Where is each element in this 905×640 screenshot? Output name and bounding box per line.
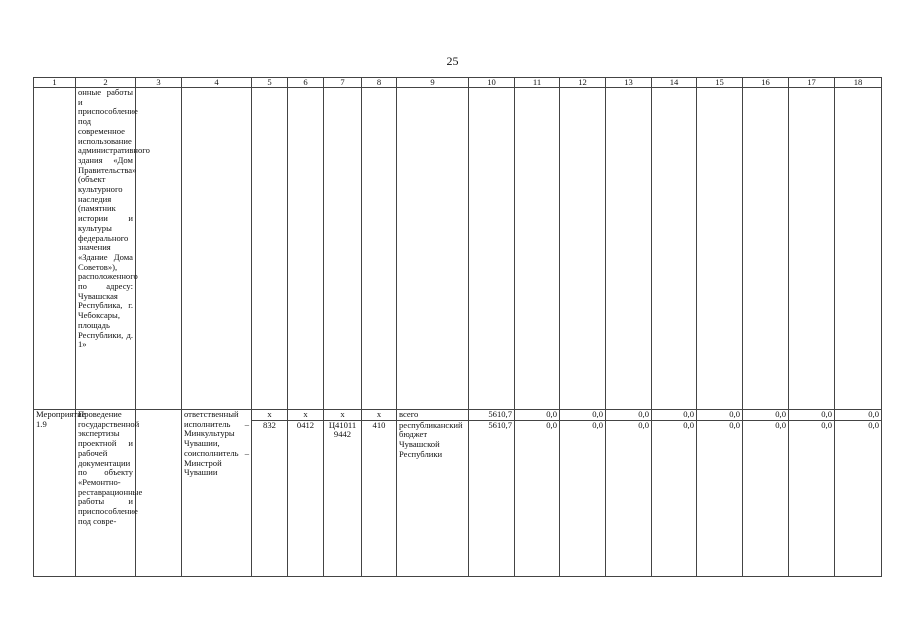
cell-value: 5610,7: [469, 420, 515, 576]
cell-value: 0,0: [515, 410, 560, 421]
header-cell: 13: [606, 78, 652, 88]
cell-source: республиканский бюджет Чувашской Республики: [397, 420, 469, 576]
program-table: [33, 77, 882, 577]
header-cell: 4: [182, 78, 252, 88]
cell-value: 0,0: [789, 420, 835, 576]
header-cell: 3: [136, 78, 182, 88]
cell-value: 0,0: [789, 410, 835, 421]
cell-section: 0412: [288, 420, 324, 576]
header-cell: 1: [34, 78, 76, 88]
cell-target: x: [324, 410, 362, 421]
cell-expense-type: 410: [362, 420, 397, 576]
event-code: Мероприятие 1.9: [34, 410, 76, 577]
header-cell: 7: [324, 78, 362, 88]
cell-value: 0,0: [743, 410, 789, 421]
header-cell: 2: [76, 78, 136, 88]
cell-value: 5610,7: [469, 410, 515, 421]
cell-grbs: x: [252, 410, 288, 421]
header-cell: 16: [743, 78, 789, 88]
cell-value: 0,0: [835, 420, 882, 576]
cell-value: 0,0: [743, 420, 789, 576]
header-cell: 14: [652, 78, 697, 88]
cell-value: 0,0: [652, 420, 697, 576]
continued-description: онные работы и приспособление под современное использование административного здания «Дом Правительства» (объект культурного наследия (памятник истории и культуры федерального значения «Здание Дома Советов»), расположенного по адресу: Чувашская Республика, г. Чебоксары, площадь Республики, д. 1»: [76, 88, 136, 410]
header-cell: 15: [697, 78, 743, 88]
header-cell: 17: [789, 78, 835, 88]
cell-source: всего: [397, 410, 469, 421]
header-row: [34, 78, 882, 88]
cell-value: 0,0: [652, 410, 697, 421]
cell-grbs: 832: [252, 420, 288, 576]
header-cell: 6: [288, 78, 324, 88]
cell-value: 0,0: [606, 410, 652, 421]
continued-row: [34, 88, 882, 410]
cell-value: 0,0: [697, 420, 743, 576]
event-description: Проведение государственной экспертизы проектной и рабочей документации по объекту «Ремонтно-реставрационные работы и приспособление под совре-: [76, 410, 136, 577]
header-cell: 11: [515, 78, 560, 88]
cell-value: 0,0: [835, 410, 882, 421]
cell-expense-type: x: [362, 410, 397, 421]
event-row-total: [34, 410, 882, 421]
header-cell: 9: [397, 78, 469, 88]
page-number: 25: [446, 54, 459, 68]
header-cell: 18: [835, 78, 882, 88]
cell-section: x: [288, 410, 324, 421]
cell-value: 0,0: [515, 420, 560, 576]
header-cell: 8: [362, 78, 397, 88]
cell-value: 0,0: [560, 410, 606, 421]
cell-value: 0,0: [606, 420, 652, 576]
event-executor: ответственный исполнитель – Минкультуры Чувашии, соисполнитель – Минстрой Чувашии: [182, 410, 252, 577]
cell-value: 0,0: [560, 420, 606, 576]
header-cell: 10: [469, 78, 515, 88]
header-cell: 5: [252, 78, 288, 88]
cell-value: 0,0: [697, 410, 743, 421]
cell-target: Ц41011 9442: [324, 420, 362, 576]
header-cell: 12: [560, 78, 606, 88]
